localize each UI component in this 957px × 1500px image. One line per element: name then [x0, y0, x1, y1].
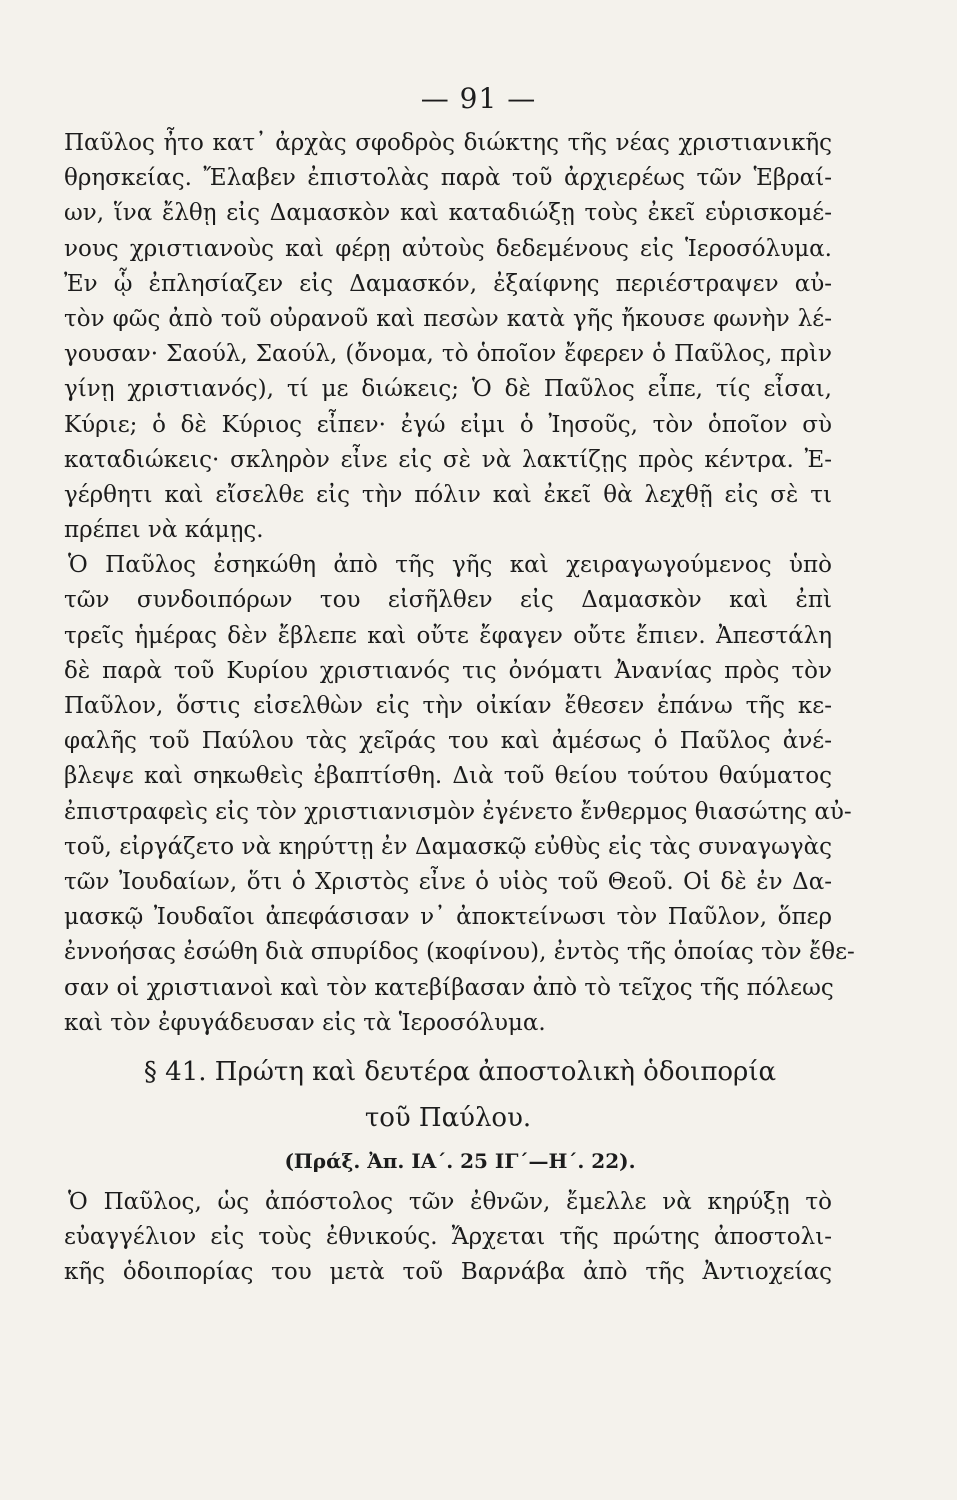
- text-line: τοῦ, εἰργάζετο νὰ κηρύττῃ ἐν Δαμασκῷ εὐθὺς εἰς τὰς συναγωγὰς: [64, 833, 832, 860]
- text-line: σαν οἱ χριστιανοὶ καὶ τὸν κατεβίβασαν ἀπὸ τὸ τεῖχος τῆς πόλεως: [64, 974, 834, 1001]
- text-line: καὶ τὸν ἐφυγάδευσαν εἰς τὰ Ἱεροσόλυμα.: [64, 1009, 546, 1036]
- scripture-reference: (Πράξ. Ἀπ. ΙΑ΄. 25 ΙΓ΄—Η΄. 22).: [284, 1148, 636, 1173]
- text-line: καταδιώκεις· σκληρὸν εἶνε εἰς σὲ νὰ λακτίζῃς πρὸς κέντρα. Ἐ-: [64, 446, 832, 473]
- text-line: γίνῃ χριστιανός), τί με διώκεις; Ὁ δὲ Παῦλος εἶπε, τίς εἶσαι,: [64, 376, 832, 403]
- text-line: Παῦλον, ὅστις εἰσελθὼν εἰς τὴν οἰκίαν ἔθεσεν ἐπάνω τῆς κε-: [64, 693, 832, 719]
- page-number: — 91 —: [420, 82, 537, 115]
- text-line: τῶν συνδοιπόρων του εἰσῆλθεν εἰς Δαμασκὸν καὶ ἐπὶ: [64, 587, 832, 614]
- text-line: Ἐν ᾧ ἐπλησίαζεν εἰς Δαμασκόν, ἐξαίφνης περιέστραψεν αὐ-: [64, 270, 832, 297]
- text-line: πρέπει νὰ κάμῃς.: [64, 517, 264, 544]
- text-line: κῆς ὁδοιπορίας του μετὰ τοῦ Βαρνάβα ἀπὸ τῆς Ἀντιοχείας: [64, 1259, 832, 1286]
- text-line: δὲ παρὰ τοῦ Κυρίου χριστιανός τις ὀνόματι Ἀνανίας πρὸς τὸν: [64, 657, 832, 684]
- section-heading: [64, 1049, 832, 1181]
- text-line: Ὁ Παῦλος ἐσηκώθη ἀπὸ τῆς γῆς καὶ χειραγωγούμενος ὑπὸ: [68, 552, 832, 579]
- text-line: φαλῆς τοῦ Παύλου τὰς χεῖράς του καὶ ἀμέσως ὁ Παῦλος ἀνέ-: [64, 728, 832, 755]
- text-line: τὸν φῶς ἀπὸ τοῦ οὐρανοῦ καὶ πεσὼν κατὰ γῆς ἤκουσε φωνὴν λέ-: [64, 305, 832, 332]
- text-line: νους χριστιανοὺς καὶ φέρῃ αὐτοὺς δεδεμένους εἰς Ἱεροσόλυμα.: [64, 235, 832, 262]
- text-line: ων, ἵνα ἔλθῃ εἰς Δαμασκὸν καὶ καταδιώξῃ τοὺς ἐκεῖ εὑρισκομέ-: [64, 200, 832, 227]
- text-line: θρησκείας. Ἔλαβεν ἐπιστολὰς παρὰ τοῦ ἀρχιερέως τῶν Ἑβραί-: [64, 165, 832, 192]
- text-line: Κύριε; ὁ δὲ Κύριος εἶπεν· ἐγώ εἰμι ὁ Ἰησοῦς, τὸν ὁποῖον σὺ: [64, 411, 832, 438]
- paragraph-2: [64, 548, 855, 1041]
- text-line: τῶν Ἰουδαίων, ὅτι ὁ Χριστὸς εἶνε ὁ υἱὸς τοῦ Θεοῦ. Οἱ δὲ ἐν Δα-: [64, 868, 832, 895]
- paragraph-1: [64, 126, 832, 548]
- text-line: ἐννοήσας ἐσώθη διὰ σπυρίδος (κοφίνου), ἐντὸς τῆς ὁποίας τὸν ἔθε-: [64, 939, 855, 966]
- section-title: § 41. Πρώτη καὶ δευτέρα ἀποστολικὴ ὁδοιπορία: [143, 1056, 777, 1087]
- text-line: γέρθητι καὶ εἴσελθε εἰς τὴν πόλιν καὶ ἐκεῖ θὰ λεχθῇ εἰς σὲ τι: [64, 481, 832, 508]
- section-title-continued: τοῦ Παύλου.: [364, 1102, 532, 1133]
- text-line: βλεψε καὶ σηκωθεὶς ἐβαπτίσθη. Διὰ τοῦ θείου τούτου θαύματος: [64, 763, 832, 790]
- text-line: τρεῖς ἡμέρας δὲν ἔβλεπε καὶ οὔτε ἔφαγεν οὔτε ἔπιεν. Ἀπεστάλη: [64, 622, 832, 649]
- text-line: ἐπιστραφεὶς εἰς τὸν χριστιανισμὸν ἐγένετο ἔνθερμος θιασώτης αὐ-: [64, 798, 852, 825]
- text-line: εὐαγγέλιον εἰς τοὺς ἐθνικούς. Ἄρχεται τῆς πρώτης ἀποστολι-: [64, 1224, 832, 1251]
- text-line: γουσαν· Σαούλ, Σαούλ, (ὄνομα, τὸ ὁποῖον ἔφερεν ὁ Παῦλος, πρὶν: [64, 341, 832, 368]
- paragraph-3: [64, 1185, 832, 1291]
- text-line: μασκῷ Ἰουδαῖοι ἀπεφάσισαν ν᾽ ἀποκτείνωσι τὸν Παῦλον, ὅπερ: [64, 904, 832, 931]
- text-line: Παῦλος ἦτο κατ᾽ ἀρχὰς σφοδρὸς διώκτης τῆς νέας χριστιανικῆς: [64, 130, 832, 156]
- page-body: [64, 126, 855, 1290]
- text-line: Ὁ Παῦλος, ὡς ἀπόστολος τῶν ἐθνῶν, ἔμελλε νὰ κηρύξῃ τὸ: [68, 1188, 832, 1215]
